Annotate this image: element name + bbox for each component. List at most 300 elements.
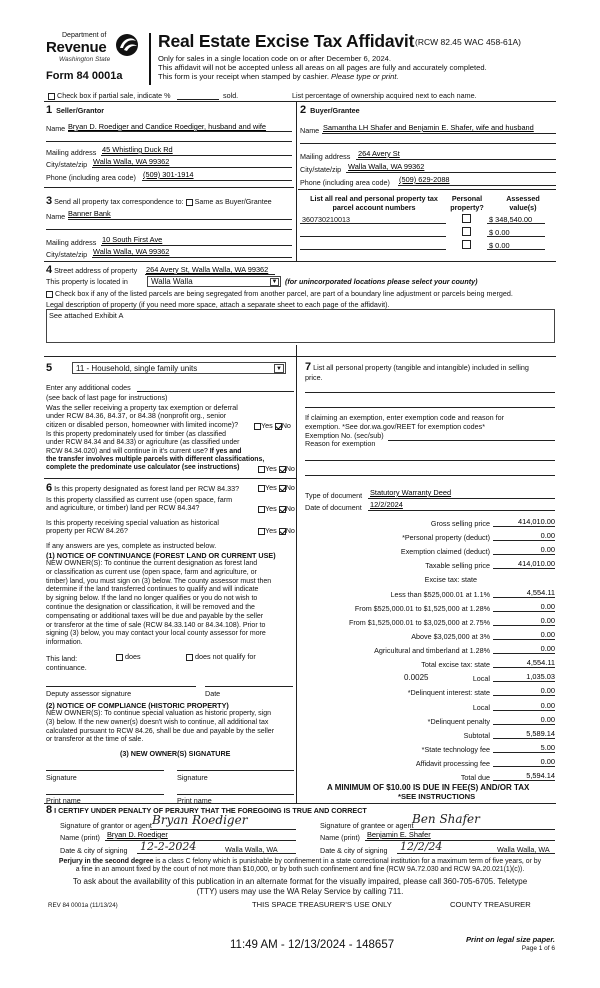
parcel-h2b: property? bbox=[450, 202, 484, 212]
seller-title: Seller/Grantor bbox=[56, 106, 105, 115]
legal-paper-note: Print on legal size paper. bbox=[465, 935, 555, 944]
buyer-name-line bbox=[322, 133, 556, 134]
perjury-line1 bbox=[44, 858, 556, 866]
calc-label: Subtotal bbox=[463, 731, 490, 740]
seller-city-label: City/state/zip bbox=[46, 160, 88, 169]
calc-line bbox=[493, 526, 555, 527]
yes-label: Yes bbox=[265, 526, 277, 535]
local-label: Local bbox=[472, 674, 490, 683]
grantor-date-line bbox=[137, 853, 296, 854]
grantor-date-value[interactable]: 12-2-2024 bbox=[140, 840, 197, 853]
n1-line: or transferor at the time of sale (RCW 84.33.140 or 84.34.108). Prior to bbox=[46, 621, 266, 629]
alt-format-notice bbox=[44, 877, 556, 896]
form-title: Real Estate Excise Tax Affidavit bbox=[158, 31, 415, 51]
forest-question bbox=[46, 482, 239, 494]
recording-stamp: 11:49 AM - 12/13/2024 - 148657 bbox=[230, 939, 395, 951]
exempt-a: If claiming an exemption, enter exemption code and reason for bbox=[305, 413, 504, 422]
segregated-checkbox[interactable] bbox=[46, 291, 53, 298]
located-label: This property is located in bbox=[46, 277, 128, 286]
calc-value[interactable]: 0.00 bbox=[540, 531, 555, 540]
calc-label: Agricultural and timberland at 1.28% bbox=[374, 646, 490, 655]
buyer-bottom-rule bbox=[298, 189, 556, 190]
grantee-date-label: Date & city of signing bbox=[320, 846, 388, 855]
notice-compliance-title: (2) NOTICE OF COMPLIANCE (HISTORIC PROPERTY) bbox=[46, 701, 229, 710]
form-number: Form 84 0001a bbox=[46, 70, 123, 82]
n1-line: determine if the land transferred continues to qualify and will indicate bbox=[46, 586, 259, 594]
grantee-sig-label: Signature of grantee or agent bbox=[320, 821, 414, 830]
q1-line3: citizen or disabled person, homeowner with limited income)? bbox=[46, 419, 239, 429]
calc-line bbox=[493, 639, 555, 640]
reason-line-1[interactable] bbox=[305, 460, 555, 461]
n1-line bbox=[46, 578, 271, 587]
exemption-heading bbox=[305, 414, 504, 449]
calc-line bbox=[493, 681, 555, 682]
calc-label: From $525,000.01 to $1,525,000 at 1.28% bbox=[354, 604, 490, 613]
header-divider bbox=[149, 33, 151, 85]
grantor-city-value[interactable]: Walla Walla, WA bbox=[225, 845, 278, 854]
notice-continuance-text bbox=[46, 560, 271, 648]
calc-line bbox=[493, 780, 555, 781]
no-label: No bbox=[285, 483, 295, 492]
calc-value[interactable]: 414,010.00 bbox=[518, 559, 555, 568]
tax-corr-city-value[interactable]: Walla Walla, WA 99362 bbox=[93, 247, 170, 256]
q2-line3-text: RCW 84.34.020) and will continue in it's current use? bbox=[46, 447, 210, 455]
s6-q1-yes-checkbox[interactable] bbox=[258, 485, 265, 492]
n2-line: calculated pursuant to RCW 84.26, shall be due and payable by the seller bbox=[46, 727, 275, 735]
parcel-h1b: parcel account numbers bbox=[332, 202, 416, 212]
partial-sale-checkbox[interactable] bbox=[48, 93, 55, 100]
current-use-question bbox=[46, 496, 232, 513]
q2-bold2: the transfer involves multiple parcels with different classifications, bbox=[46, 455, 265, 463]
calc-line bbox=[493, 738, 555, 739]
parcel-header-2 bbox=[450, 195, 484, 212]
calc-value[interactable]: 0.00 bbox=[540, 715, 555, 724]
calc-line bbox=[493, 667, 555, 668]
assessed-value[interactable]: $ 348,540.00 bbox=[489, 215, 533, 224]
q1-line2: under RCW 84.36, 84.37, or 84.38 (nonprofit org., senior bbox=[46, 411, 227, 421]
calc-label: Less than $525,000.01 at 1.1% bbox=[390, 590, 490, 599]
county-treasurer: COUNTY TREASURER bbox=[450, 900, 531, 909]
new-owner-sig-title: (3) NEW OWNER(S) SIGNATURE bbox=[120, 749, 231, 758]
notice-continuance-title: (1) NOTICE OF CONTINUANCE (FOREST LAND OR CURRENT USE) bbox=[46, 551, 276, 560]
owner-sig-label-1: Signature bbox=[46, 773, 77, 782]
calc-label: Local bbox=[472, 703, 490, 712]
no-label: No bbox=[285, 526, 295, 535]
tax-corr-name-value[interactable]: Banner Bank bbox=[68, 209, 111, 218]
calc-line bbox=[493, 724, 555, 725]
treasurer-use: THIS SPACE TREASURER'S USE ONLY bbox=[252, 900, 392, 909]
q1-yes-checkbox[interactable] bbox=[254, 423, 261, 430]
grantor-sig-line bbox=[150, 829, 296, 830]
q1-no-checkbox[interactable] bbox=[275, 423, 282, 430]
calc-label: Total due bbox=[460, 773, 490, 782]
header-line1: Only for sales in a single location code on or after December 6, 2024. bbox=[158, 54, 392, 63]
calc-value[interactable]: 0.00 bbox=[540, 616, 555, 625]
location-select[interactable] bbox=[147, 276, 281, 287]
section-1-num: 1 bbox=[46, 104, 53, 116]
grantee-date-value[interactable]: 12/2/24 bbox=[400, 840, 443, 853]
section3-bottom-rule bbox=[44, 261, 556, 262]
calc-label: Taxable selling price bbox=[425, 561, 490, 570]
s7-line-a bbox=[305, 362, 529, 373]
calc-label: *State technology fee bbox=[421, 745, 490, 754]
seller-phone-line bbox=[142, 180, 292, 181]
q2-yes-checkbox[interactable] bbox=[258, 466, 265, 473]
doc-date-label: Date of document bbox=[305, 503, 362, 512]
street-value[interactable]: 264 Avery St, Walla Walla, WA 99362 bbox=[146, 265, 269, 274]
buyer-phone-label: Phone (including area code) bbox=[300, 178, 390, 187]
calc-label: Total excise tax: state bbox=[421, 660, 490, 669]
section-divider-vertical bbox=[296, 101, 297, 261]
seller-mailing-line bbox=[101, 155, 292, 156]
same-as-buyer-checkbox[interactable] bbox=[186, 199, 193, 206]
buyer-phone-line bbox=[398, 185, 556, 186]
land-does-not-checkbox[interactable] bbox=[186, 654, 193, 661]
seller-phone-value[interactable]: (509) 301-1914 bbox=[143, 170, 194, 179]
s6-q2-answers bbox=[258, 504, 295, 513]
grantor-date-label: Date & city of signing bbox=[60, 846, 128, 855]
calc-label: Affidavit processing fee bbox=[415, 759, 490, 768]
seller-phone-label: Phone (including area code) bbox=[46, 173, 136, 182]
same-as-buyer-label: Same as Buyer/Grantee bbox=[194, 197, 272, 206]
q1-answers bbox=[254, 421, 291, 430]
calc-line bbox=[493, 568, 555, 569]
n1-line: or classification as current use (open space, farm and agriculture, or bbox=[46, 568, 257, 576]
header-line3 bbox=[158, 72, 399, 81]
parcel-h3b: value(s) bbox=[509, 202, 537, 212]
doc-type-label: Type of document bbox=[305, 491, 363, 500]
buyer-title: Buyer/Grantee bbox=[310, 106, 360, 115]
calc-value[interactable]: 4,554.11 bbox=[526, 658, 555, 667]
parcel-account-line bbox=[300, 236, 446, 237]
legal-description-value: See attached Exhibit A bbox=[49, 311, 124, 320]
owner-print-line-2[interactable] bbox=[177, 794, 294, 795]
parcel-account[interactable]: 360730210013 bbox=[302, 215, 350, 224]
rev-number: REV 84 0001a (11/13/24) bbox=[48, 902, 118, 909]
land-does-checkbox[interactable] bbox=[116, 654, 123, 661]
seller-city-value[interactable]: Walla Walla, WA 99362 bbox=[93, 157, 170, 166]
section-7-num: 7 bbox=[305, 361, 312, 373]
n1-line: signing (3) below, you may contact your local county assessor for more bbox=[46, 630, 266, 638]
doc-date-line bbox=[368, 510, 555, 511]
legal-description-box[interactable] bbox=[46, 309, 555, 343]
calc-line bbox=[493, 752, 555, 753]
see-instructions-note: *SEE INSTRUCTIONS bbox=[398, 792, 476, 801]
assessed-value-line bbox=[487, 236, 545, 237]
exempt-reason: Reason for exemption bbox=[305, 439, 376, 449]
partial-sale-label: Check box if partial sale, indicate % bbox=[57, 91, 171, 100]
location-select-value: Walla Walla bbox=[151, 277, 193, 286]
calc-line bbox=[493, 766, 555, 767]
s6-q2-no-checkbox[interactable] bbox=[279, 506, 286, 513]
s6-q3-no-checkbox[interactable] bbox=[279, 528, 286, 535]
grantor-name-value[interactable]: Bryan D. Roediger bbox=[107, 830, 168, 839]
partial-sale-row bbox=[48, 91, 170, 100]
if-any-note: If any answers are yes, complete as instructed below. bbox=[46, 541, 217, 550]
calc-line bbox=[493, 611, 555, 612]
calc-label: Gross selling price bbox=[430, 519, 490, 528]
personal-property-line2[interactable] bbox=[305, 407, 555, 408]
no-label: No bbox=[281, 421, 291, 430]
calc-value[interactable]: 0.00 bbox=[540, 686, 555, 695]
calc-line bbox=[493, 597, 555, 598]
n1-line: NEW OWNER(S): To continue the current designation as forest land bbox=[46, 560, 258, 567]
section-3-num: 3 bbox=[46, 195, 53, 207]
section-4-num: 4 bbox=[46, 264, 53, 276]
doc-date-value[interactable]: 12/2/2024 bbox=[370, 500, 403, 509]
exemption-no-line[interactable] bbox=[388, 440, 555, 441]
parcel-header-1 bbox=[304, 195, 444, 212]
calc-value[interactable]: 4,554.11 bbox=[526, 588, 555, 597]
perjury-text: is a class C felony which is punishable by confinement in a state correctional institution for a maximum term of five years, or by bbox=[153, 858, 542, 865]
header-line2: This affidavit will not be accepted unless all areas on all pages are fully and accurately completed. bbox=[158, 63, 487, 72]
calc-label: From $1,525,000.01 to $3,025,000 at 2.75% bbox=[348, 618, 490, 627]
owner-sig-line-1[interactable] bbox=[46, 770, 164, 771]
buyer-city-label: City/state/zip bbox=[300, 165, 342, 174]
deputy-date-label: Date bbox=[205, 689, 221, 698]
land-does-not-row bbox=[186, 652, 256, 661]
tax-corr-name-line bbox=[68, 219, 292, 220]
addl-codes-label: Enter any additional codes bbox=[46, 383, 131, 392]
doc-type-value[interactable]: Statutory Warranty Deed bbox=[370, 488, 452, 497]
n1-line: by signing below. If the land no longer qualifies or you do not wish to bbox=[46, 595, 258, 603]
partial-pct-line[interactable] bbox=[177, 99, 219, 100]
buyer-heading bbox=[300, 104, 360, 116]
grantee-name-value[interactable]: Benjamin E. Shafer bbox=[367, 830, 431, 839]
calc-value[interactable]: 0.00 bbox=[540, 757, 555, 766]
owner-print-label-2: Print name bbox=[177, 796, 212, 805]
s6-q2b: and agriculture, or timber) land per RCW 84.34? bbox=[46, 503, 200, 513]
minimum-due-note: A MINIMUM OF $10.00 IS DUE IN FEE(S) AND/OR TAX bbox=[327, 783, 530, 792]
assessed-value[interactable]: $ 0.00 bbox=[489, 241, 510, 250]
continuance-label: continuance. bbox=[46, 663, 87, 672]
buyer-city-line bbox=[346, 172, 556, 173]
s7-text-a: List all personal property (tangible and intangible) included in selling bbox=[313, 363, 529, 372]
perjury-bold: Perjury in the second degree bbox=[58, 858, 154, 865]
reason-line-2[interactable] bbox=[305, 475, 555, 476]
calc-label: *Personal property (deduct) bbox=[402, 533, 490, 542]
seller-city-line bbox=[92, 167, 292, 168]
tax-corr-city-label: City/state/zip bbox=[46, 250, 88, 259]
certify-text: I CERTIFY UNDER PENALTY OF PERJURY THAT THE FOREGOING IS TRUE AND CORRECT bbox=[54, 806, 367, 815]
personal-property-line[interactable] bbox=[305, 392, 555, 393]
seller-mailing-value[interactable]: 45 Whistling Duck Rd bbox=[102, 145, 173, 154]
page-number: Page 1 of 6 bbox=[521, 945, 555, 952]
buyer-city-value[interactable]: Walla Walla, WA 99362 bbox=[348, 162, 425, 171]
assessed-value-line bbox=[487, 249, 545, 250]
tax-corr-label: Send all property tax correspondence to: bbox=[54, 197, 184, 206]
q2-answers bbox=[258, 464, 295, 473]
personal-property-checkbox[interactable] bbox=[462, 239, 471, 249]
deputy-sig-label: Deputy assessor signature bbox=[46, 689, 132, 698]
seller-name-line bbox=[68, 131, 292, 132]
grantee-signature[interactable]: Ben Shafer bbox=[412, 812, 480, 826]
list-percentage-note: List percentage of ownership acquired next to each name. bbox=[292, 91, 477, 100]
n2-line: NEW OWNER(S): To continue special valuation as historic property, sign bbox=[46, 710, 271, 717]
timber-question bbox=[46, 431, 264, 472]
perjury-notice bbox=[44, 858, 556, 875]
segregated-label: Check box if any of the listed parcels are being segregated from another parcel, are part of a boundary line adjustment or parcels being merged. bbox=[55, 289, 513, 298]
receipt-text: This form is your receipt when stamped by cashier. bbox=[158, 72, 332, 81]
doc-type-line bbox=[368, 498, 555, 499]
assessed-value[interactable]: $ 0.00 bbox=[489, 228, 510, 237]
calc-value[interactable]: 0.00 bbox=[540, 644, 555, 653]
tax-corr-name-label: Name bbox=[46, 212, 66, 221]
grantee-city-value[interactable]: Walla Walla, WA bbox=[497, 845, 550, 854]
this-land-label: This land: bbox=[46, 654, 78, 663]
grantor-signature[interactable]: Bryan Roediger bbox=[152, 813, 248, 827]
s7-text-b: price. bbox=[305, 373, 323, 382]
q2-no-checkbox[interactable] bbox=[279, 466, 286, 473]
owner-sig-label-2: Signature bbox=[177, 773, 208, 782]
n1-line: continue the designation or classification, it will be removed and the bbox=[46, 603, 255, 611]
s6-q3a: Is this property receiving special valuation as historical bbox=[46, 518, 219, 527]
exemption-question bbox=[46, 404, 238, 429]
exempt-b: exemption. *See dor.wa.gov/REET for exemption codes* bbox=[305, 421, 486, 431]
local-value[interactable]: 1,035.03 bbox=[526, 672, 555, 681]
parcel-h2: Personal bbox=[451, 194, 483, 203]
buyer-name-label: Name bbox=[300, 126, 320, 135]
tax-corr-mailing-value[interactable]: 10 South First Ave bbox=[102, 235, 163, 244]
seller-bottom-rule bbox=[44, 187, 294, 188]
revenue-swoosh-icon bbox=[112, 32, 142, 58]
s6-q3-yes-checkbox[interactable] bbox=[258, 528, 265, 535]
personal-property-heading bbox=[305, 362, 529, 383]
alt-line1: To ask about the availability of this publication in an alternate format for the visually impaired, please call 360-705-6705. Teletype bbox=[72, 877, 528, 886]
dor-logo bbox=[46, 32, 146, 86]
type-print-text: Please type or print. bbox=[331, 72, 399, 81]
perjury-line2: a fine in an amount fixed by the court of not more than $10,000, or by both such confinement and fine (RCW 9A.72.030 and RCW 9A.20.021(1)(c)). bbox=[75, 866, 525, 874]
buyer-phone-value[interactable]: (509) 629-2088 bbox=[399, 175, 450, 184]
section-8-num: 8 bbox=[46, 804, 53, 816]
calc-label: *Delinquent penalty bbox=[427, 717, 490, 726]
dept-state: Washington State bbox=[59, 56, 111, 63]
calc-value[interactable]: 5.00 bbox=[540, 743, 555, 752]
deputy-sig-line[interactable] bbox=[46, 686, 196, 687]
calc-line bbox=[493, 710, 555, 711]
personal-property-checkbox[interactable] bbox=[462, 213, 471, 223]
buyer-mailing-label: Mailing address bbox=[300, 152, 351, 161]
grantee-date-line bbox=[397, 853, 555, 854]
s6-q2-yes-checkbox[interactable] bbox=[258, 506, 265, 513]
grantee-name-label: Name (print) bbox=[320, 833, 360, 842]
tax-corr-mailing-line bbox=[101, 245, 292, 246]
legal-label: Legal description of property (if you need more space, attach a separate sheet to each page of the affidavit). bbox=[46, 300, 390, 309]
land-use-value: 11 - Household, single family units bbox=[76, 364, 198, 373]
tax-corr-name-line2 bbox=[46, 229, 292, 230]
tax-corr-city-line bbox=[92, 257, 292, 258]
yes-label: Yes bbox=[265, 464, 277, 473]
s6-q3b: property per RCW 84.26? bbox=[46, 526, 128, 536]
no-label: No bbox=[285, 504, 295, 513]
n1-line: information. bbox=[46, 639, 83, 647]
yes-label: Yes bbox=[265, 504, 277, 513]
chevron-down-icon: ▼ bbox=[274, 364, 284, 373]
yes-label: Yes bbox=[265, 483, 277, 492]
land-use-select[interactable] bbox=[72, 362, 286, 374]
buyer-name-line2 bbox=[300, 143, 556, 144]
buyer-name-value[interactable]: Samantha LH Shafer and Benjamin E. Shafer, wife and husband bbox=[323, 123, 534, 132]
calc-value[interactable]: 414,010.00 bbox=[518, 517, 555, 526]
n1-line: compensating or additional taxes will be due and payable by the seller bbox=[46, 612, 264, 620]
unincorp-note: (for unincorporated locations please select your county) bbox=[285, 277, 478, 286]
land-does-row bbox=[116, 652, 141, 661]
grantor-sig-label: Signature of grantor or agent bbox=[60, 821, 152, 830]
grantor-name-label: Name (print) bbox=[60, 833, 100, 842]
grantee-name-line bbox=[365, 840, 555, 841]
s6-q2a: Is this property classified as current use (open space, farm bbox=[46, 495, 233, 504]
calc-value[interactable]: 0.00 bbox=[540, 630, 555, 639]
owner-sig-line-2[interactable] bbox=[177, 770, 294, 771]
alt-line2: (TTY) users may use the WA Relay Service by calling 711. bbox=[196, 886, 404, 896]
section-5-num: 5 bbox=[46, 362, 53, 374]
street-label: Street address of property bbox=[54, 266, 138, 275]
see-back-note: (see back of last page for instructions) bbox=[46, 393, 168, 402]
segregated-row bbox=[46, 289, 513, 298]
n2-line: (3) below. If the new owner(s) doesn't wish to continue, all additional tax bbox=[46, 718, 269, 726]
parcel-h1: List all real and personal property tax bbox=[310, 194, 438, 203]
owner-print-label-1: Print name bbox=[46, 796, 81, 805]
form-rcw: (RCW 82.45 WAC 458-61A) bbox=[415, 37, 521, 47]
calc-label: *Delinquent interest: state bbox=[407, 688, 490, 697]
personal-property-checkbox[interactable] bbox=[462, 226, 471, 236]
notice-compliance-text bbox=[46, 710, 274, 745]
buyer-mailing-value[interactable]: 264 Avery St bbox=[358, 149, 400, 158]
calc-value[interactable]: 0.00 bbox=[540, 701, 555, 710]
seller-name-line2 bbox=[46, 141, 292, 142]
property-street-row bbox=[46, 264, 137, 276]
calc-value[interactable]: 5,594.14 bbox=[526, 771, 555, 780]
buyer-mailing-line bbox=[356, 159, 556, 160]
calc-value[interactable]: 5,589.14 bbox=[526, 729, 555, 738]
n2-line: or transferor at the time of sale. bbox=[46, 736, 144, 744]
exempt-no: Exemption No. (sec/sub) bbox=[305, 430, 384, 440]
owner-print-line-1[interactable] bbox=[46, 794, 164, 795]
section-2-num: 2 bbox=[300, 104, 307, 116]
q2-bold1: If yes and bbox=[209, 447, 242, 455]
parcel-h3: Assessed bbox=[506, 194, 540, 203]
no-label: No bbox=[285, 464, 295, 473]
calc-label: Excise tax: state bbox=[424, 575, 477, 584]
s6-q1-no-checkbox[interactable] bbox=[279, 485, 286, 492]
section5-bottom-rule bbox=[44, 478, 296, 479]
tax-corr-mailing-label: Mailing address bbox=[46, 238, 97, 247]
parcel-account-line bbox=[300, 249, 446, 250]
section-6-num: 6 bbox=[46, 482, 53, 494]
calc-value[interactable]: 0.00 bbox=[540, 545, 555, 554]
grantor-name-line bbox=[105, 840, 296, 841]
q1-line1: Was the seller receiving a property tax exemption or deferral bbox=[46, 403, 238, 412]
n1-line-text: timber) land, you must sign on (3) below. The county assessor must then bbox=[46, 577, 272, 585]
calc-line bbox=[493, 540, 555, 541]
assessed-value-line bbox=[487, 223, 545, 224]
deputy-date-line[interactable] bbox=[205, 686, 293, 687]
street-line bbox=[145, 274, 275, 275]
calc-line bbox=[493, 625, 555, 626]
calc-value[interactable]: 0.00 bbox=[540, 602, 555, 611]
calc-label: Exemption claimed (deduct) bbox=[400, 547, 490, 556]
parcel-account-line bbox=[300, 223, 446, 224]
seller-name-value[interactable]: Bryan D. Roediger and Candice Roediger, husband and wife bbox=[68, 122, 267, 131]
land-does-not-label: does not qualify for bbox=[195, 652, 256, 661]
parcel-header-3 bbox=[500, 195, 546, 212]
q2-line2: under RCW 84.34 and 84.33) or agriculture (as classified under bbox=[46, 439, 240, 447]
section-divider-vertical-2 bbox=[296, 345, 297, 803]
addl-codes-line[interactable] bbox=[137, 391, 294, 392]
s6-q1: Is this property designated as forest land per RCW 84.33? bbox=[54, 484, 240, 493]
q2-line1: Is this property predominately used for timber (as classified bbox=[46, 431, 226, 438]
top-rule bbox=[44, 101, 556, 102]
